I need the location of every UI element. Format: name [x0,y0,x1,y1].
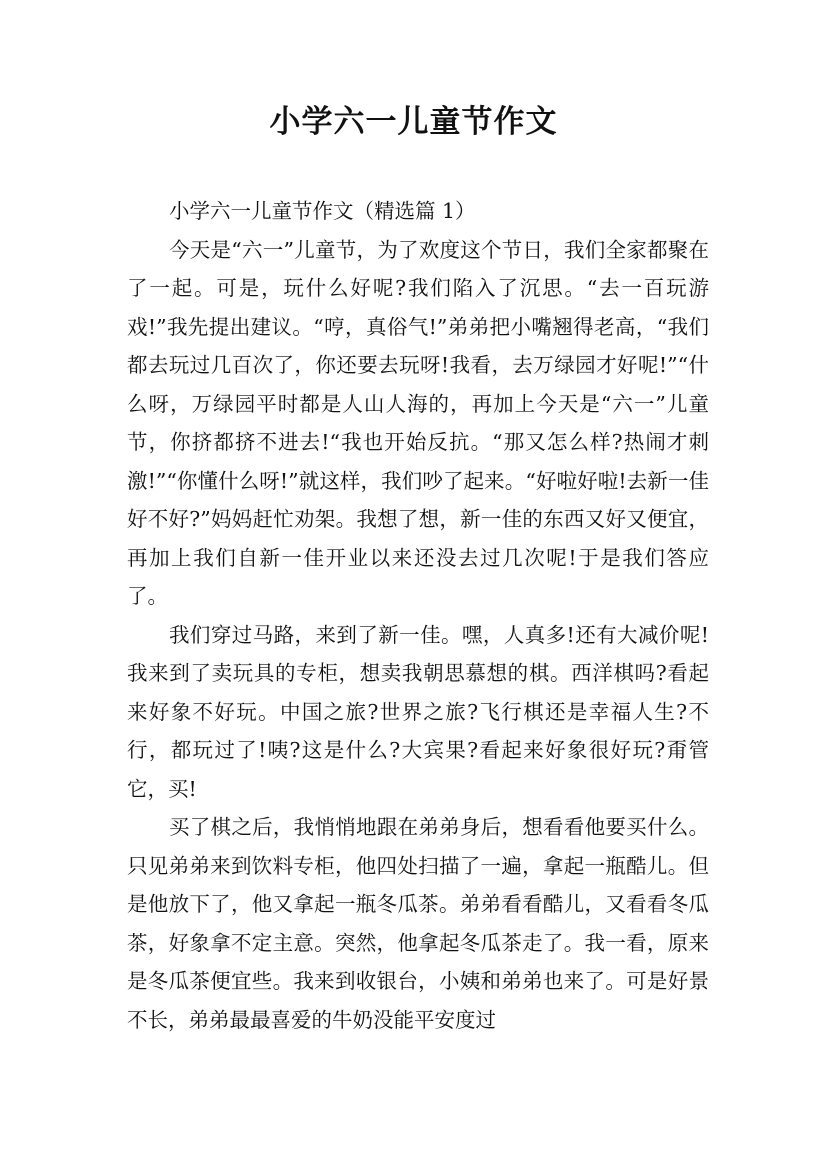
section-heading: 小学六一儿童节作文（精选篇 1） [169,199,476,223]
document-body [127,192,709,1039]
paragraph-2: 我们穿过马路，来到了新一佳。嘿，人真多!还有大减价呢!我来到了卖玩具的专柜，想卖我朝思慕想的棋。西洋棋吗?看起来好象不好玩。中国之旅?世界之旅?飞行棋还是幸福人生?不行，都玩过了!咦?这是什么?大宾果?看起来好象很好玩?甭管它，买! [127,622,709,801]
paragraph-3: 买了棋之后，我悄悄地跟在弟弟身后，想看看他要买什么。只见弟弟来到饮料专柜，他四处扫描了一遍，拿起一瓶酷儿。但是他放下了，他又拿起一瓶冬瓜茶。弟弟看看酷儿，又看看冬瓜茶，好象拿不定主意。突然，他拿起冬瓜茶走了。我一看，原来是冬瓜茶便宜些。我来到收银台，小姨和弟弟也来了。可是好景不长，弟弟最最喜爱的牛奶没能平安度过 [127,815,709,1032]
paragraph-1: 今天是“六一”儿童节，为了欢度这个节日，我们全家都聚在了一起。可是，玩什么好呢?我们陷入了沉思。“去一百玩游戏!”我先提出建议。“哼，真俗气!”弟弟把小嘴翘得老高，“我们都去玩过几百次了，你还要去玩呀!我看，去万绿园才好呢!”“什么呀，万绿园平时都是人山人海的，再加上今天是“六一”儿童节，你挤都挤不进去!“我也开始反抗。“那又怎么样?热闹才刺激!”“你懂什么呀!”就这样，我们吵了起来。“好啦好啦!去新一佳好不好?”妈妈赶忙劝架。我想了想，新一佳的东西又好又便宜，再加上我们自新一佳开业以来还没去过几次呢!于是我们答应了。 [127,237,709,608]
document-title: 小学六一儿童节作文 [269,104,558,140]
